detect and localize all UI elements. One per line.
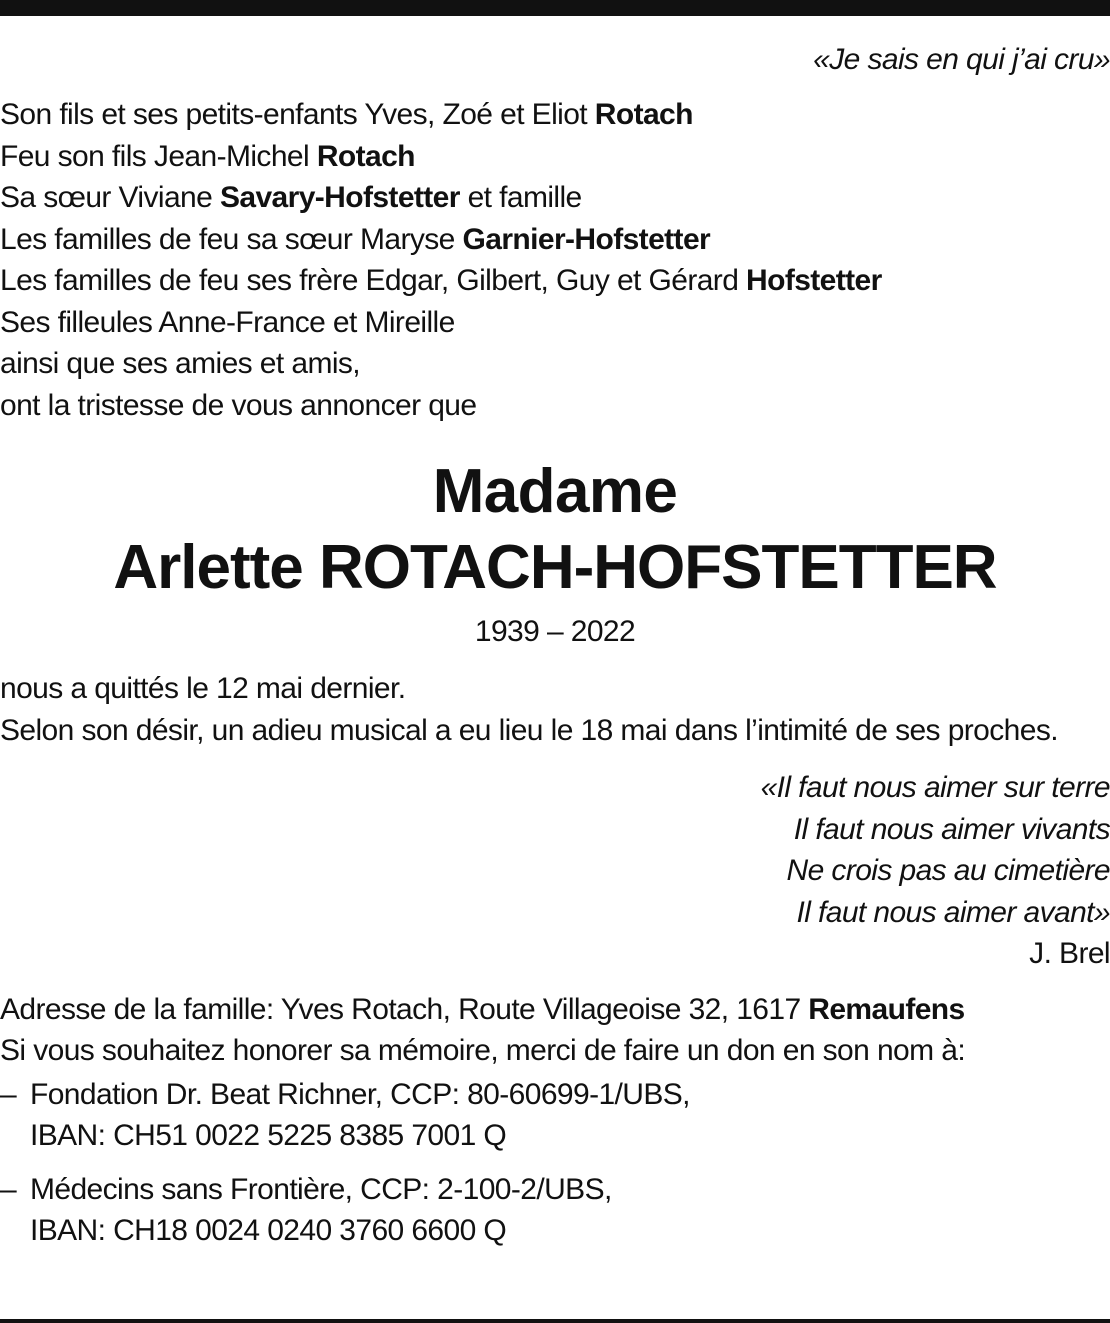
family-line-surname: Rotach (594, 98, 693, 131)
family-line (0, 302, 1110, 344)
family-address (0, 989, 1110, 1031)
family-line-text: Sa sœur Viviane (0, 181, 220, 214)
announcement-line: Selon son désir, un adieu musical a eu lieu le 18 mai dans l’intimité de ses proches. (0, 713, 1058, 747)
family-line (0, 343, 1110, 385)
deceased-title: Madame (432, 457, 678, 526)
family-line (0, 260, 1110, 302)
poem-line: Il faut nous aimer avant» (796, 895, 1110, 929)
family-line (0, 177, 1110, 219)
donation-organization: Médecins sans Frontière, CCP: 2-100-2/UBS, (30, 1172, 612, 1206)
family-line-text: ont la tristesse de vous annoncer que (0, 388, 477, 422)
poem-line: Il faut nous aimer vivants (793, 812, 1110, 846)
poem-quote (0, 767, 1110, 933)
donation-iban: IBAN: CH18 0024 0240 3760 6600 Q (30, 1214, 507, 1247)
list-dash: – (0, 1172, 17, 1206)
family-line-after: et famille (459, 181, 582, 214)
family-line-text: Feu son fils Jean-Michel (0, 139, 317, 173)
announcement-text (0, 668, 1110, 751)
address-town: Remaufens (808, 992, 965, 1026)
donation-iban: IBAN: CH51 0022 5225 8385 7001 Q (30, 1119, 507, 1152)
family-line-surname: Hofstetter (746, 264, 882, 297)
address-text: Adresse de la famille: Yves Rotach, Route Villageoise 32, 1617 (0, 992, 809, 1026)
family-list (0, 94, 1110, 426)
deceased-name: Arlette ROTACH-HOFSTETTER (113, 533, 997, 602)
family-line-text: Les familles de feu ses frère Edgar, Gilbert, Guy et Gérard (0, 264, 747, 297)
family-line-text: Ses filleules Anne-France et Mireille (0, 305, 455, 339)
family-line-text: Son fils et ses petits-enfants Yves, Zoé et Eliot (0, 98, 595, 131)
poem-author: J. Brel (1029, 937, 1110, 970)
donation-item (0, 1169, 1110, 1252)
donation-organization: Fondation Dr. Beat Richner, CCP: 80-60699-1/UBS, (30, 1077, 690, 1111)
poem-line: «Il faut nous aimer sur terre (760, 771, 1110, 804)
announcement-line: nous a quittés le 12 mai dernier. (0, 672, 406, 705)
family-line (0, 94, 1110, 136)
family-line-surname: Garnier-Hofstetter (462, 222, 711, 256)
family-line-surname: Savary-Hofstetter (219, 181, 460, 214)
donation-item (0, 1074, 1110, 1157)
family-line-text: ainsi que ses amies et amis, (0, 347, 361, 380)
family-line-surname: Rotach (316, 139, 415, 173)
top-border (0, 0, 1110, 16)
address-block (0, 989, 1110, 1072)
list-dash: – (0, 1077, 17, 1111)
family-line (0, 136, 1110, 178)
donation-intro: Si vous souhaitez honorer sa mémoire, merci de faire un don en son nom à: (0, 1034, 966, 1067)
epigraph-quote: «Je sais en qui j’ai cru» (813, 43, 1110, 76)
deceased-name-block (0, 454, 1110, 606)
donation-list (0, 1074, 1110, 1252)
family-line (0, 219, 1110, 261)
life-dates: 1939 – 2022 (474, 615, 636, 648)
family-line-text: Les familles de feu sa sœur Maryse (0, 222, 463, 256)
obituary-notice (0, 38, 1110, 1264)
poem-line: Ne crois pas au cimetière (786, 854, 1110, 887)
bottom-border (0, 1319, 1110, 1323)
family-line (0, 385, 1110, 427)
